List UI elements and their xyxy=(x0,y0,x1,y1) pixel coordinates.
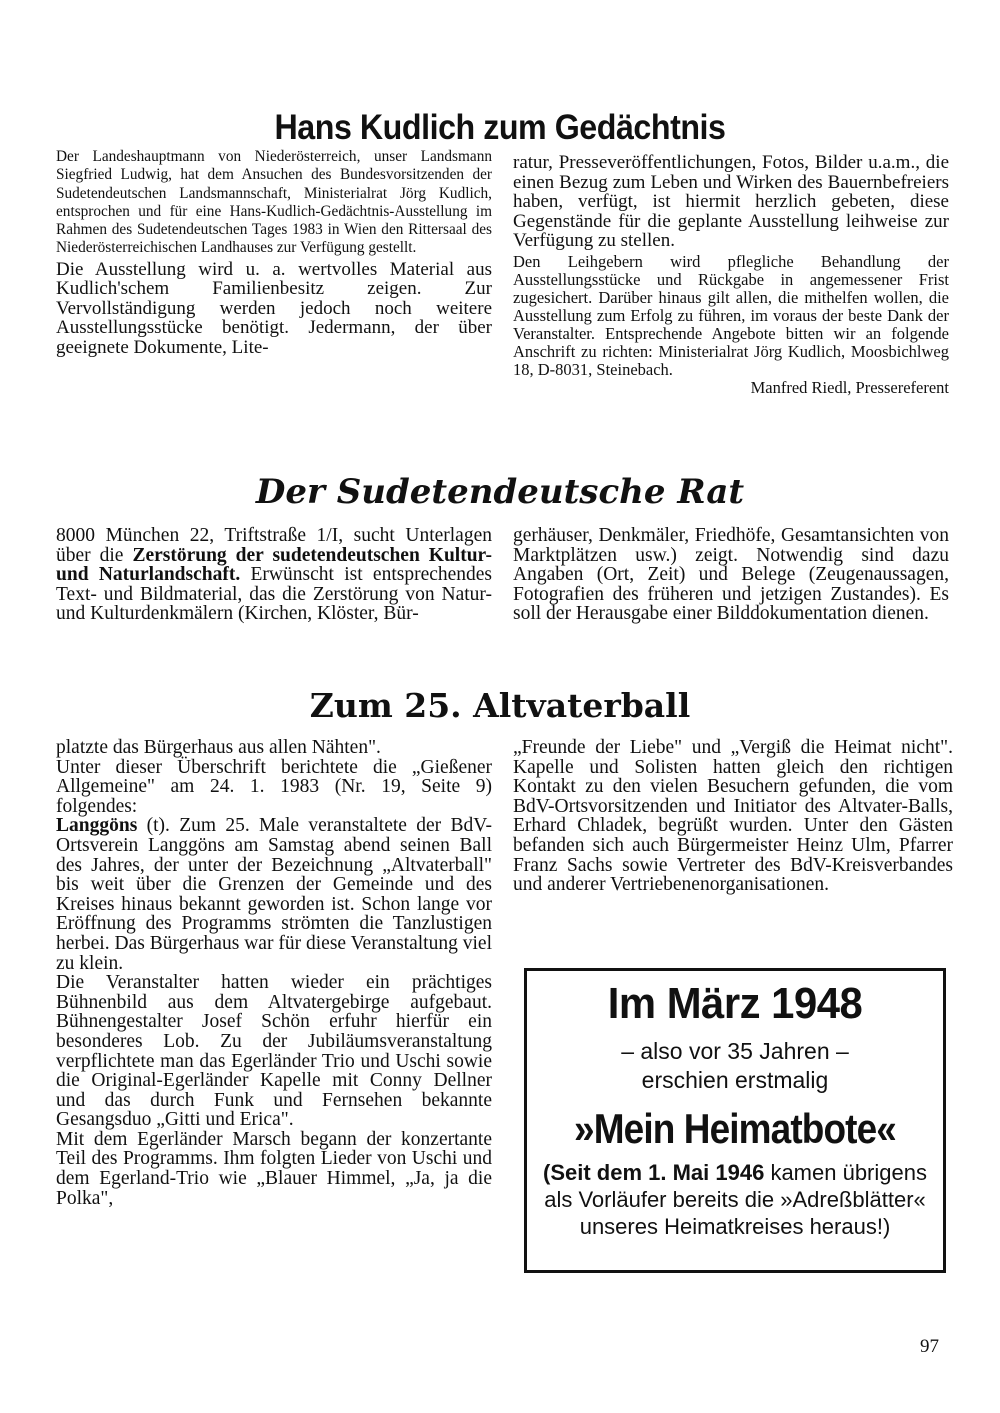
article-kudlich-signature: Manfred Riedl, Pressereferent xyxy=(750,378,949,398)
article-altvaterball-paragraph xyxy=(56,816,492,973)
article-rat-paragraph xyxy=(56,526,492,624)
advert-note xyxy=(527,1159,943,1240)
article-title-rat: Der Sudetendeutsche Rat xyxy=(255,472,745,512)
article-altvaterball-right-column xyxy=(513,738,953,895)
article-kudlich-paragraph: Die Ausstellung wird u. a. wertvolles Material aus Kudlich'schem Familienbesitz zeigen. Zur Vervollständigung werden jedoch noch weitere Ausstellungsstücke benötigt. Jedermann, der über geeignete Dokumente, Lite- xyxy=(56,258,492,358)
advert-subline: erschien erstmalig xyxy=(641,1067,829,1093)
article-altvaterball-paragraph: platzte das Bürgerhaus aus allen Nähten". xyxy=(56,737,381,758)
advert-publication-name: »Mein Heimatbote« xyxy=(574,1105,896,1152)
article-title-altvaterball: Zum 25. Altvaterball xyxy=(309,686,691,725)
advert-headline: Im März 1948 xyxy=(607,979,863,1028)
page-number: 97 xyxy=(920,1336,939,1357)
article-altvaterball-paragraph: Unter dieser Überschrift berichtete die „Gießener Allgemeine" am 24. 1. 1983 (Nr. 19, Seite 9) folgendes: xyxy=(56,756,492,817)
article-altvaterball-paragraph: Mit dem Egerländer Marsch begann der konzertante Teil des Programms. Ihm folgten Lieder von Uschi und dem Egerland-Trio wie „Blauer Himmel, „Ja, ja die Polka", xyxy=(56,1128,492,1209)
article-kudlich-paragraph: Der Landeshauptmann von Niederösterreich, unser Landsmann Siegfried Ludwig, hat dem Ansuchen des Bundesvorsitzenden der Sudetendeutschen Landsmannschaft, Ministerialrat Jörg Kudlich, entsprochen und für eine Hans-Kudlich-Gedächtnis-Ausstellung im Rahmen des Sudetendeutschen Tages 1983 in Wien den Rittersaal des Niederösterreichischen Landhauses zur Verfügung gestellt. xyxy=(56,148,492,257)
article-rat-rest: Erwünscht ist entsprechendes Text- und Bildmaterial, das die Zerstörung von Natur- und Kulturdenkmälern (Kirchen, Klöster, Bür- xyxy=(56,564,493,625)
article-rat-paragraph: gerhäuser, Denkmäler, Friedhöfe, Gesamtansichten von Marktplätzen usw.) zeigt. Notwendig sind dazu Angaben (Ort, Zeit) und Belege (Zeugenaussagen, Fotografien des früheren und jetzigen Zustandes). Es soll der Herausgabe einer Bilddokumentation dienen. xyxy=(513,525,949,625)
advert-subline: – also vor 35 Jahren – xyxy=(621,1038,849,1064)
advert-note-bold: (Seit dem 1. Mai 1946 xyxy=(543,1160,765,1185)
article-kudlich-right-column xyxy=(513,153,949,397)
advert-note-text: kamen übrigens als Vorläufer bereits die »Adreßblätter« unseres Heimatkreises heraus!) xyxy=(544,1160,927,1239)
article-kudlich-left-column xyxy=(56,148,492,357)
article-rat-left-column xyxy=(56,526,492,624)
article-altvaterball-place: Langgöns xyxy=(56,815,138,837)
article-altvaterball-text: (t). Zum 25. Male veranstaltete der BdV-Ortsverein Langgöns am Samstag abend seinen Ball des Jahres, der unter der Bezeichnung „Altvaterball" bis weit über die Grenzen der Gemeinde und des Kreises hinaus bekannt geworden ist. Schon lange vor Eröffnung des Programms strömten die Tanzlustigen herbei. Das Bürgerhaus war für diese Veranstaltung viel zu klein. xyxy=(56,815,492,974)
heimatbote-advert-box xyxy=(524,968,946,1273)
article-altvaterball-paragraph: „Freunde der Liebe" und „Vergiß die Heimat nicht". Kapelle und Solisten hatten gleich den richtigen Kontakt zu den vielen Besuchern gefunden, die vom BdV-Ortsvorsitzenden und Initiator des Altvater-Balls, Erhard Chladek, begrüßt wurden. Unter den Gästen befanden sich auch Bürgermeister Heinz Ulm, Pfarrer Franz Sachs sowie Vertreter des BdV-Kreisverbandes und anderer Vertriebenenorganisationen. xyxy=(513,737,953,896)
article-kudlich-paragraph: Den Leihgebern wird pflegliche Behandlung der Ausstellungsstücke und Rückgabe in angemessener Frist zugesichert. Darüber hinaus gilt allen, die mithelfen wollen, die Ausstellung zum Erfolg zu führen, im voraus der beste Dank der Veranstalter. Entsprechende Angebote bitten wir an folgende Anschrift zu richten: Ministerialrat Jörg Kudlich, Moosbichlweg 18, D-8031, Steinebach. xyxy=(513,251,949,380)
article-title-kudlich: Hans Kudlich zum Gedächtnis xyxy=(274,108,726,147)
article-altvaterball-left-column xyxy=(56,738,492,1208)
article-rat-right-column xyxy=(513,526,949,624)
article-rat-intro: 8000 München 22, Triftstraße 1/I, sucht Unterlagen über die xyxy=(56,525,492,566)
article-rat-bold-text: Zerstörung der sudetendeutschen Kultur- und Naturlandschaft. xyxy=(56,544,492,586)
article-kudlich-paragraph: ratur, Presseveröffentlichungen, Fotos, Bilder u.a.m., die einen Bezug zum Leben und Wirken des Bauernbefreiers haben, verfügt, ist hiermit herzlich gebeten, diese Gegenstände für die geplante Ausstellung leihweise zur Verfügung zu stellen. xyxy=(513,152,949,251)
article-altvaterball-paragraph: Die Veranstalter hatten wieder ein prächtiges Bühnenbild aus dem Altvatergebirge aufgebaut. Bühnengestalter Josef Schön erfuhr hierfür ein besonderes Lob. Zu der Jubiläumsveranstaltung verpflichtete man das Egerländer Trio und Uschi sowie die Original-Egerländer Kapelle mit Conny Dellner und das durch Funk und Fernsehen bekannte Gesangsduo „Gitti und Erica". xyxy=(56,972,492,1131)
